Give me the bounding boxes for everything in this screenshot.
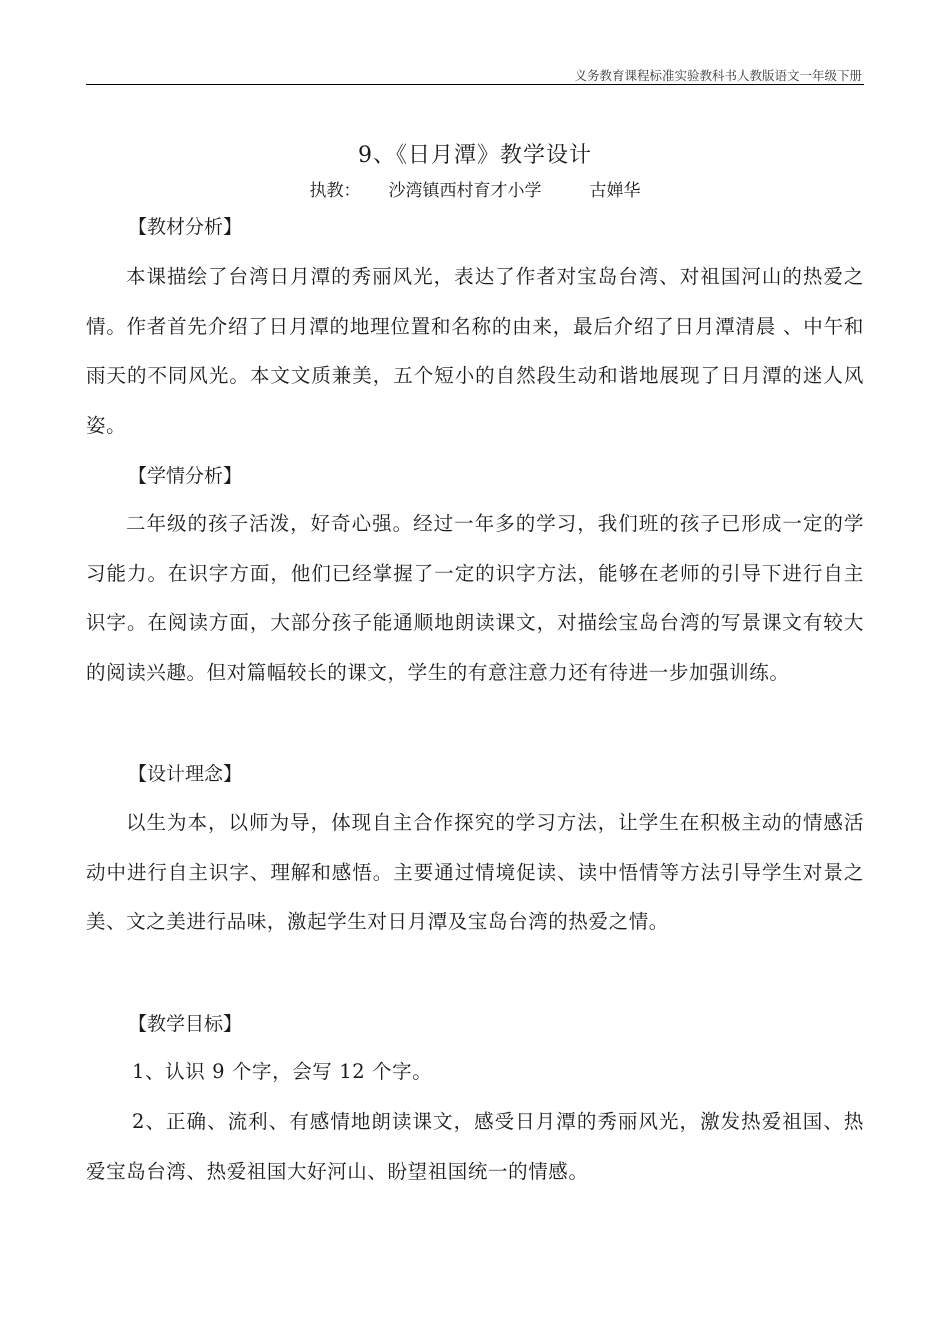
section-heading-textbook-analysis: 【教材分析】 [128, 216, 243, 238]
section-body-student-analysis: 二年级的孩子活泼，好奇心强。经过一年多的学习，我们班的孩子已形成一定的学习能力。在识字方面，他们已经掌握了一定的识字方法，能够在老师的引导下进行自主识字。在阅读方面，大部分孩子能通顺地朗读课文，对描绘宝岛台湾的写景课文有较大的阅读兴趣。但对篇幅较长的课文，学生的有意注意力还有待进一步加强训练。 [86, 512, 864, 684]
document-title: 9、《日月潭》教学设计 [358, 143, 592, 168]
section-heading-student-analysis: 【学情分析】 [128, 465, 243, 487]
author-label: 执教： [309, 181, 361, 201]
author-name: 古婵华 [589, 181, 641, 201]
running-header: 义务教育课程标准实验教科书人教版语文一年级下册 [574, 68, 862, 83]
goal-item: 2、正确、流利、有感情地朗读课文，感受日月潭的秀丽风光，激发热爱祖国、热爱宝岛台湾、热爱祖国大好河山、盼望祖国统一的情感。 [86, 1110, 864, 1183]
author-school: 沙湾镇西村育才小学 [388, 181, 542, 201]
author-line [0, 176, 950, 201]
goal-item: 1、认识 9 个字，会写 12 个字。 [132, 1060, 433, 1083]
section-body-textbook-analysis: 本课描绘了台湾日月潭的秀丽风光，表达了作者对宝岛台湾、对祖国河山的热爱之情。作者首先介绍了日月潭的地理位置和名称的由来，最后介绍了日月潭清晨 、中午和雨天的不同风光。本文文质兼美，五个短小的自然段生动和谐地展现了日月潭的迷人风姿。 [86, 265, 864, 437]
header-rule [86, 84, 864, 85]
section-heading-teaching-goals: 【教学目标】 [128, 1013, 243, 1035]
section-heading-design-concept: 【设计理念】 [128, 763, 243, 785]
section-body-design-concept: 以生为本，以师为导，体现自主合作探究的学习方法，让学生在积极主动的情感活动中进行自主识字、理解和感悟。主要通过情境促读、读中悟情等方法引导学生对景之美、文之美进行品味，激起学生对日月潭及宝岛台湾的热爱之情。 [86, 811, 864, 933]
